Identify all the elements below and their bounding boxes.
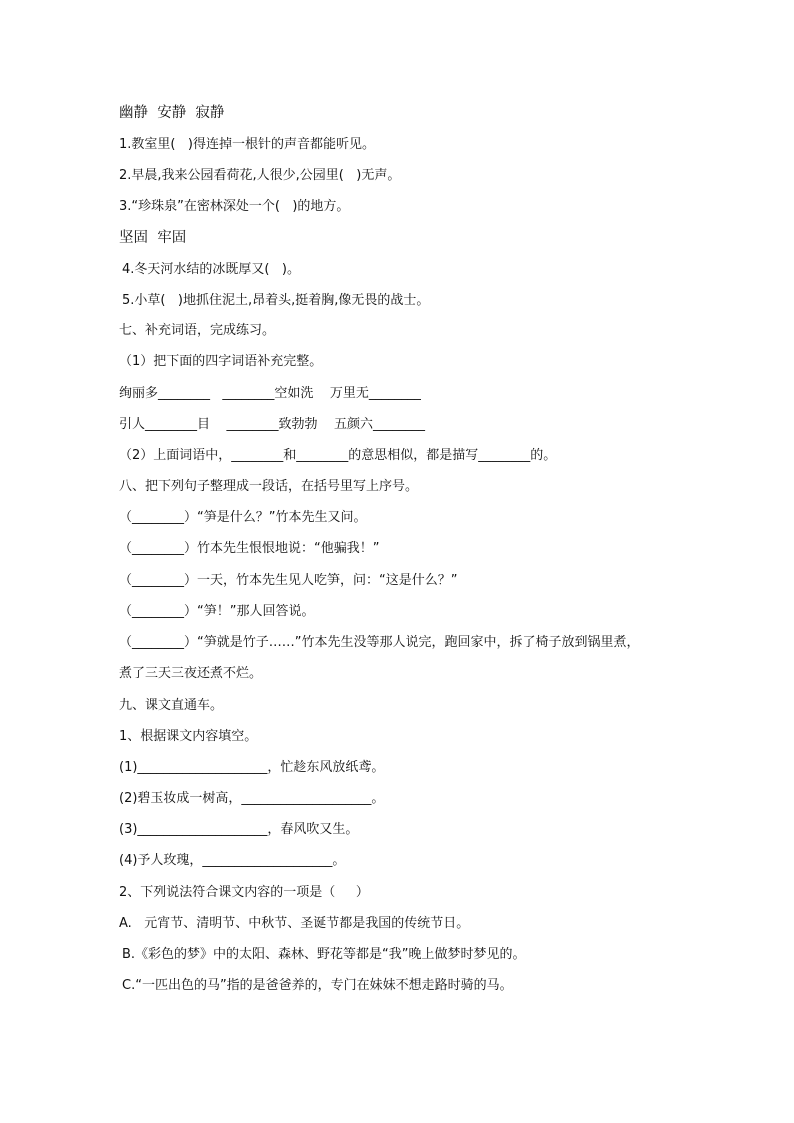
sentence-1: （________）“笋是什么？”竹本先生又问。	[119, 510, 367, 525]
question-3: 3.“珍珠泉”在密林深处一个( )的地方。	[119, 199, 350, 214]
question-4: 4.冬天河水结的冰既厚又( )。	[122, 262, 300, 277]
option-c: C.“一匹出色的马”指的是爸爸养的，专门在妹妹不想走路时骑的马。	[122, 978, 513, 993]
section-7-heading: 七、补充词语，完成练习。	[119, 323, 276, 338]
section-9-part-1: 1、根据课文内容填空。	[119, 729, 258, 744]
option-a: A. 元宵节、清明节、中秋节、圣诞节都是我国的传统节日。	[119, 916, 470, 931]
idiom-row-2: 引人________目 ________致勃勃 五颜六________	[119, 417, 426, 432]
fill-in-1: (1)____________________，忙趁东风放纸鸢。	[119, 760, 385, 775]
section-7-sub-2: （2）上面词语中，________和________的意思相似，都是描写________的。	[119, 448, 557, 463]
idiom-row-1: 绚丽多________ ________空如洗 万里无________	[119, 386, 421, 401]
section-8-heading: 八、把下列句子整理成一段话，在括号里写上序号。	[119, 479, 419, 494]
sentence-5: （________）“笋就是竹子……”竹本先生没等那人说完，跑回家中，拆了椅子放到锅里煮，	[119, 635, 640, 650]
option-b: B.《彩色的梦》中的太阳、森林、野花等都是“我”晚上做梦时梦见的。	[122, 947, 526, 962]
section-9-heading: 九、课文直通车。	[119, 698, 224, 713]
section-9-part-2: 2、下列说法符合课文内容的一项是（ ）	[119, 885, 369, 900]
question-1: 1.教室里( )得连掉一根针的声音都能听见。	[119, 137, 375, 152]
question-2: 2.早晨,我来公园看荷花,人很少,公园里( )无声。	[119, 168, 401, 183]
word-choices-firm: 坚固 牢固	[119, 230, 187, 246]
question-5: 5.小草( )地抓住泥土,昂着头,挺着胸,像无畏的战士。	[122, 293, 430, 308]
fill-in-3: (3)____________________，春风吹又生。	[119, 822, 359, 837]
sentence-4: （________）“笋！”那人回答说。	[119, 604, 315, 619]
word-choices-quiet: 幽静 安静 寂静	[119, 105, 225, 121]
sentence-2: （________）竹本先生恨恨地说：“他骗我！”	[119, 541, 380, 556]
sentence-3: （________）一天，竹本先生见人吃笋，问：“这是什么？”	[119, 573, 458, 588]
fill-in-2: (2)碧玉妆成一树高，____________________。	[119, 791, 385, 806]
sentence-5-continued: 煮了三天三夜还煮不烂。	[119, 666, 263, 681]
fill-in-4: (4)予人玫瑰，____________________。	[119, 853, 346, 868]
section-7-sub-1: （1）把下面的四字词语补充完整。	[119, 354, 323, 369]
